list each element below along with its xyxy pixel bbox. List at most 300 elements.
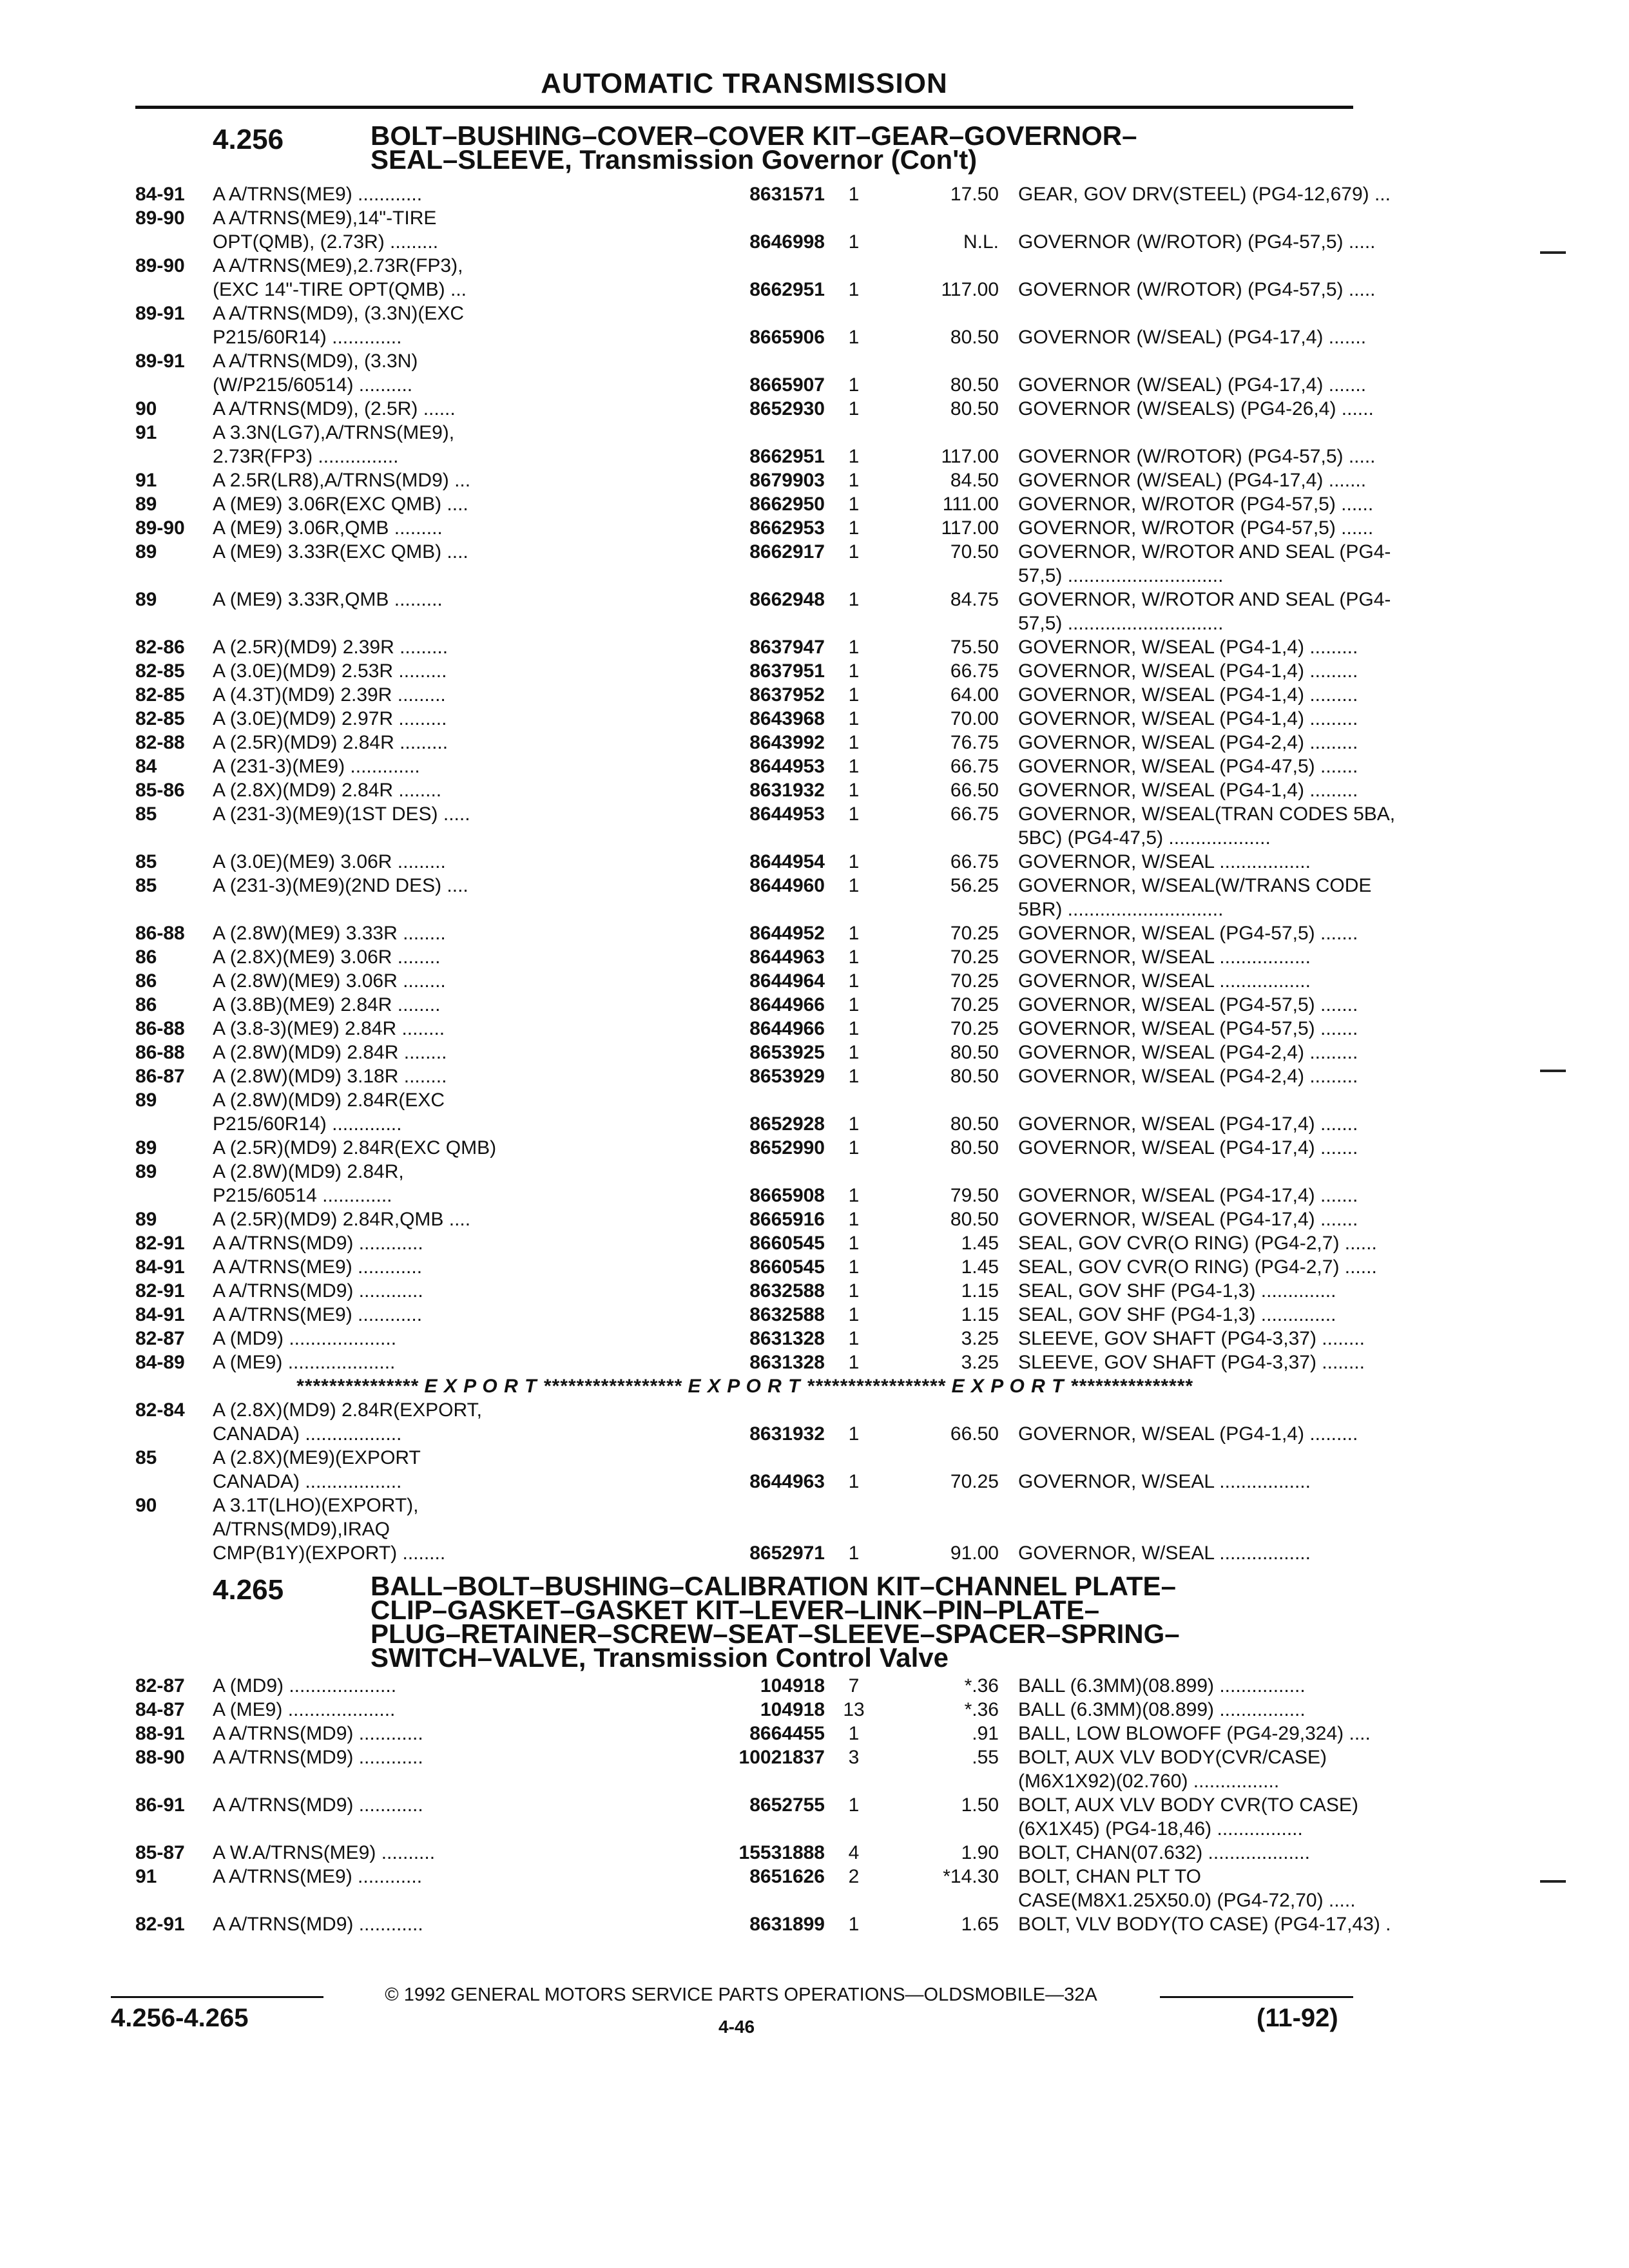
part-number: 8662948 <box>749 589 825 610</box>
price: *.36 <box>964 1699 999 1720</box>
price: 80.50 <box>950 1209 999 1230</box>
application: A 2.5R(LR8),A/TRNS(MD9) ... <box>213 470 471 491</box>
description: SEAL, GOV CVR(O RING) (PG4-2,7) ...... <box>1018 1233 1377 1254</box>
price: 76.75 <box>950 732 999 753</box>
description: SLEEVE, GOV SHAFT (PG4-3,37) ........ <box>1018 1352 1365 1373</box>
margin-tick-mark <box>1540 1070 1566 1072</box>
application: A A/TRNS(MD9), (3.3N)(EXC <box>213 303 465 324</box>
price: 66.75 <box>950 660 999 682</box>
model-years: 82-88 <box>135 732 185 753</box>
quantity: 1 <box>848 1423 860 1445</box>
part-number: 8662951 <box>749 279 825 300</box>
parts-row <box>135 540 1391 564</box>
part-number: 8652930 <box>749 398 825 419</box>
model-years: 82-91 <box>135 1233 185 1254</box>
part-number: 8662953 <box>749 517 825 539</box>
parts-row <box>135 182 1391 206</box>
parts-row <box>135 707 1360 731</box>
model-years: 85 <box>135 803 157 825</box>
description: GOVERNOR (W/SEAL) (PG4-17,4) ....... <box>1018 470 1367 491</box>
part-number: 8644963 <box>749 947 825 968</box>
price: 1.15 <box>961 1304 999 1325</box>
description: GOVERNOR, W/SEAL (PG4-17,4) ....... <box>1018 1113 1358 1135</box>
part-number: 8644953 <box>749 803 825 825</box>
parts-row <box>135 945 1360 969</box>
parts-row <box>135 1350 1365 1374</box>
description: 5BC) (PG4-47,5) ................... <box>1018 827 1271 849</box>
application: A (ME9) .................... <box>213 1352 396 1373</box>
price: 111.00 <box>942 494 999 515</box>
price: 75.50 <box>950 637 999 658</box>
price: 70.00 <box>950 708 999 729</box>
section-title <box>371 120 1434 175</box>
application: A A/TRNS(MD9) ............ <box>213 1280 423 1302</box>
model-years: 88-90 <box>135 1747 185 1768</box>
quantity: 1 <box>848 1185 860 1206</box>
section-number: 4.265 <box>213 1574 284 1606</box>
model-years: 85-86 <box>135 780 185 801</box>
part-number: 8646998 <box>749 231 825 253</box>
part-number: 8653925 <box>749 1042 825 1063</box>
model-years: 84-89 <box>135 1352 185 1373</box>
footer-copyright: © 1992 GENERAL MOTORS SERVICE PARTS OPERATIONS—OLDSMOBILE—32A <box>385 1984 1097 2005</box>
part-number: 8644963 <box>749 1471 825 1492</box>
quantity: 1 <box>848 1304 860 1325</box>
description: GOVERNOR, W/SEAL (PG4-1,4) ......... <box>1018 660 1358 682</box>
description: GOVERNOR, W/SEAL (PG4-1,4) ......... <box>1018 684 1358 706</box>
quantity: 1 <box>848 1113 860 1135</box>
description: GOVERNOR, W/SEAL (PG4-1,4) ......... <box>1018 780 1358 801</box>
model-years: 82-84 <box>135 1399 185 1421</box>
application: A (ME9) 3.33R(EXC QMB) .... <box>213 541 468 562</box>
section-title-line: BALL–BOLT–BUSHING–CALIBRATION KIT–CHANNEL PLATE– <box>371 1571 1176 1601</box>
part-number: 8652971 <box>749 1542 825 1564</box>
parts-row <box>135 1327 1365 1350</box>
description: GOVERNOR, W/SEAL (PG4-17,4) ....... <box>1018 1209 1358 1230</box>
description: CASE(M8X1.25X50.0) (PG4-72,70) ..... <box>1018 1890 1356 1911</box>
parts-row <box>135 850 1360 874</box>
parts-row <box>135 1841 1360 1865</box>
section-title-line: SWITCH–VALVE, Transmission Control Valve <box>371 1642 949 1673</box>
quantity: 1 <box>848 446 860 467</box>
parts-row <box>135 1422 1360 1446</box>
price: 3.25 <box>961 1352 999 1373</box>
application: A (2.8W)(MD9) 2.84R ........ <box>213 1042 447 1063</box>
description: GOVERNOR, W/SEAL ................. <box>1018 1542 1311 1564</box>
application: A A/TRNS(MD9) ............ <box>213 1914 423 1935</box>
application: A (ME9) .................... <box>213 1699 396 1720</box>
parts-row <box>135 492 1374 516</box>
quantity: 1 <box>848 947 860 968</box>
application: A A/TRNS(MD9) ............ <box>213 1723 423 1744</box>
quantity: 1 <box>848 1018 860 1039</box>
price: 1.65 <box>961 1914 999 1935</box>
parts-row <box>135 778 1360 802</box>
quantity: 1 <box>848 184 860 205</box>
parts-row <box>135 1136 1360 1160</box>
parts-row <box>135 1207 1360 1231</box>
part-number: 8643968 <box>749 708 825 729</box>
application: A (2.8X)(ME9)(EXPORT <box>213 1447 421 1468</box>
application: A (2.5R)(MD9) 2.84R,QMB .... <box>213 1209 471 1230</box>
description: GOVERNOR, W/SEAL ................. <box>1018 1471 1311 1492</box>
parts-row <box>135 1255 1377 1279</box>
application: P215/60R14) ............. <box>213 1113 402 1135</box>
price: 84.75 <box>950 589 999 610</box>
quantity: 1 <box>848 1066 860 1087</box>
part-number: 8652990 <box>749 1137 825 1158</box>
price: 1.90 <box>961 1842 999 1863</box>
application: A (2.8X)(ME9) 3.06R ........ <box>213 947 441 968</box>
parts-row <box>135 1494 1360 1517</box>
parts-list-control-valve <box>135 1674 1391 1936</box>
parts-row <box>135 1517 1360 1541</box>
quantity: 1 <box>848 1233 860 1254</box>
quantity: 1 <box>848 494 860 515</box>
description: BALL, LOW BLOWOFF (PG4-29,324) .... <box>1018 1723 1371 1744</box>
description: BOLT, AUX VLV BODY CVR(TO CASE) <box>1018 1794 1358 1816</box>
description: GOVERNOR, W/SEAL (PG4-1,4) ......... <box>1018 708 1358 729</box>
margin-tick-mark <box>1540 251 1566 254</box>
application: A (2.5R)(MD9) 2.84R ......... <box>213 732 448 753</box>
header-rule <box>135 106 1353 109</box>
model-years: 89-91 <box>135 351 185 372</box>
description: GOVERNOR (W/SEALS) (PG4-26,4) ...... <box>1018 398 1374 419</box>
application: A (2.8X)(MD9) 2.84R(EXPORT, <box>213 1399 482 1421</box>
footer-page-number: 4-46 <box>718 2017 755 2037</box>
description: SEAL, GOV SHF (PG4-1,3) .............. <box>1018 1280 1336 1302</box>
application: A A/TRNS(ME9) ............ <box>213 1304 423 1325</box>
part-number: 8665916 <box>749 1209 825 1230</box>
price: 66.75 <box>950 851 999 872</box>
price: .55 <box>972 1747 999 1768</box>
price: 66.75 <box>950 803 999 825</box>
parts-row <box>135 1674 1360 1698</box>
part-number: 8632588 <box>749 1304 825 1325</box>
application: A 3.1T(LHO)(EXPORT), <box>213 1495 419 1516</box>
price: 70.25 <box>950 994 999 1015</box>
parts-row <box>135 254 1360 278</box>
application: OPT(QMB), (2.73R) ......... <box>213 231 439 253</box>
parts-row <box>135 373 1367 397</box>
model-years: 82-85 <box>135 660 185 682</box>
section-number: 4.256 <box>213 124 284 155</box>
parts-row <box>135 874 1372 898</box>
description: (6X1X45) (PG4-18,46) ................ <box>1018 1818 1303 1840</box>
part-number: 8662950 <box>749 494 825 515</box>
section-title-line: CLIP–GASKET–GASKET KIT–LEVER–LINK–PIN–PLATE– <box>371 1595 1100 1625</box>
description: GOVERNOR, W/SEAL (PG4-2,4) ......... <box>1018 732 1358 753</box>
parts-row <box>135 397 1374 421</box>
parts-row <box>135 1722 1371 1745</box>
parts-row <box>135 611 1360 635</box>
parts-row <box>135 302 1360 325</box>
model-years: 82-87 <box>135 1328 185 1349</box>
parts-row <box>135 898 1360 921</box>
application: A A/TRNS(ME9),14"-TIRE <box>213 207 437 229</box>
application: A (ME9) 3.06R(EXC QMB) .... <box>213 494 468 515</box>
model-years: 89 <box>135 1137 157 1158</box>
part-number: 8643992 <box>749 732 825 753</box>
price: 1.15 <box>961 1280 999 1302</box>
part-number: 8665907 <box>749 374 825 396</box>
parts-row <box>135 1398 1360 1422</box>
price: 1.50 <box>961 1794 999 1816</box>
description: BALL (6.3MM)(08.899) ................ <box>1018 1675 1306 1696</box>
application: A A/TRNS(MD9) ............ <box>213 1747 423 1768</box>
part-number: 8631328 <box>749 1328 825 1349</box>
part-number: 8653929 <box>749 1066 825 1087</box>
part-number: 8644966 <box>749 1018 825 1039</box>
part-number: 8662917 <box>749 541 825 562</box>
quantity: 1 <box>848 1328 860 1349</box>
quantity: 1 <box>848 660 860 682</box>
description: GOVERNOR, W/SEAL ................. <box>1018 947 1311 968</box>
quantity: 1 <box>848 994 860 1015</box>
quantity: 3 <box>848 1747 860 1768</box>
model-years: 86-88 <box>135 923 185 944</box>
description: GEAR, GOV DRV(STEEL) (PG4-12,679) ... <box>1018 184 1391 205</box>
parts-row <box>135 802 1396 826</box>
quantity: 1 <box>848 756 860 777</box>
model-years: 85 <box>135 851 157 872</box>
model-years: 89-91 <box>135 303 185 324</box>
quantity: 1 <box>848 684 860 706</box>
parts-row <box>135 230 1376 254</box>
price: 66.50 <box>950 780 999 801</box>
parts-row <box>135 731 1360 754</box>
parts-row <box>135 1017 1360 1041</box>
quantity: 1 <box>848 279 860 300</box>
quantity: 4 <box>848 1842 860 1863</box>
part-number: 8660545 <box>749 1256 825 1278</box>
quantity: 1 <box>848 1471 860 1492</box>
model-years: 86-88 <box>135 1042 185 1063</box>
price: 64.00 <box>950 684 999 706</box>
part-number: 8651626 <box>749 1866 825 1887</box>
parts-row <box>135 1769 1360 1793</box>
model-years: 82-85 <box>135 684 185 706</box>
quantity: 1 <box>848 1209 860 1230</box>
part-number: 8637951 <box>749 660 825 682</box>
price: *14.30 <box>943 1866 999 1887</box>
section-title-line: SEAL–SLEEVE, Transmission Governor (Con't) <box>371 144 978 175</box>
application: A (3.8-3)(ME9) 2.84R ........ <box>213 1018 445 1039</box>
price: 80.50 <box>950 327 999 348</box>
description: GOVERNOR, W/ROTOR AND SEAL (PG4- <box>1018 589 1391 610</box>
model-years: 91 <box>135 470 157 491</box>
price: N.L. <box>963 231 999 253</box>
price: 70.25 <box>950 970 999 992</box>
parts-row <box>135 1041 1360 1064</box>
model-years: 89 <box>135 494 157 515</box>
application: (W/P215/60514) .......... <box>213 374 413 396</box>
quantity: 1 <box>848 1542 860 1564</box>
quantity: 1 <box>848 851 860 872</box>
price: 70.25 <box>950 1471 999 1492</box>
application: A (3.0E)(MD9) 2.53R ......... <box>213 660 447 682</box>
application: A (2.8W)(MD9) 3.18R ........ <box>213 1066 447 1087</box>
description: GOVERNOR, W/SEAL (PG4-57,5) ....... <box>1018 994 1358 1015</box>
quantity: 1 <box>848 780 860 801</box>
quantity: 1 <box>848 374 860 396</box>
application: A (3.0E)(MD9) 2.97R ......... <box>213 708 447 729</box>
part-number: 8644954 <box>749 851 825 872</box>
price: 3.25 <box>961 1328 999 1349</box>
description: BALL (6.3MM)(08.899) ................ <box>1018 1699 1306 1720</box>
parts-row <box>135 1231 1377 1255</box>
parts-row <box>135 754 1360 778</box>
application: A A/TRNS(MD9), (2.5R) ...... <box>213 398 456 419</box>
application: P215/60R14) ............. <box>213 327 402 348</box>
parts-row <box>135 1817 1360 1841</box>
parts-row <box>135 1541 1360 1565</box>
parts-list-export <box>135 1398 1360 1565</box>
description: GOVERNOR, W/ROTOR (PG4-57,5) ...... <box>1018 517 1374 539</box>
quantity: 1 <box>848 1256 860 1278</box>
application: A (2.8W)(ME9) 3.06R ........ <box>213 970 446 992</box>
model-years: 86 <box>135 947 157 968</box>
quantity: 1 <box>848 1352 860 1373</box>
description: GOVERNOR, W/ROTOR (PG4-57,5) ...... <box>1018 494 1374 515</box>
quantity: 1 <box>848 923 860 944</box>
part-number: 8631571 <box>749 184 825 205</box>
quantity: 1 <box>848 732 860 753</box>
application: CANADA) .................. <box>213 1423 402 1445</box>
application: A A/TRNS(ME9) ............ <box>213 184 423 205</box>
description: BOLT, CHAN PLT TO <box>1018 1866 1201 1887</box>
parts-row <box>135 468 1367 492</box>
part-number: 8665908 <box>749 1185 825 1206</box>
parts-row <box>135 564 1360 588</box>
parts-row <box>135 1279 1360 1303</box>
quantity: 1 <box>848 1137 860 1158</box>
quantity: 1 <box>848 803 860 825</box>
application: A A/TRNS(MD9) ............ <box>213 1794 423 1816</box>
application: A (3.0E)(ME9) 3.06R ......... <box>213 851 446 872</box>
description: BOLT, CHAN(07.632) ................... <box>1018 1842 1310 1863</box>
model-years: 89 <box>135 1090 157 1111</box>
part-number: 8631328 <box>749 1352 825 1373</box>
quantity: 2 <box>848 1866 860 1887</box>
description: GOVERNOR, W/SEAL (PG4-47,5) ....... <box>1018 756 1358 777</box>
description: GOVERNOR, W/SEAL(W/TRANS CODE <box>1018 875 1372 896</box>
parts-row <box>135 683 1360 707</box>
price: 70.50 <box>950 541 999 562</box>
application: A W.A/TRNS(ME9) .......... <box>213 1842 436 1863</box>
quantity: 1 <box>848 470 860 491</box>
description: BOLT, AUX VLV BODY(CVR/CASE) <box>1018 1747 1327 1768</box>
quantity: 1 <box>848 1280 860 1302</box>
quantity: 1 <box>848 1042 860 1063</box>
parts-row <box>135 826 1360 850</box>
parts-row <box>135 1793 1360 1817</box>
price: 84.50 <box>950 470 999 491</box>
application: A (MD9) .................... <box>213 1328 397 1349</box>
part-number: 8644966 <box>749 994 825 1015</box>
application: A (2.8W)(ME9) 3.33R ........ <box>213 923 446 944</box>
price: 80.50 <box>950 374 999 396</box>
parts-row <box>135 921 1360 945</box>
price: 66.50 <box>950 1423 999 1445</box>
quantity: 1 <box>848 327 860 348</box>
parts-row <box>135 516 1374 540</box>
application: A A/TRNS(MD9), (3.3N) <box>213 351 418 372</box>
part-number: 8665906 <box>749 327 825 348</box>
model-years: 86 <box>135 970 157 992</box>
price: 70.25 <box>950 1018 999 1039</box>
model-years: 86-91 <box>135 1794 185 1816</box>
quantity: 1 <box>848 398 860 419</box>
description: GOVERNOR, W/SEAL (PG4-57,5) ....... <box>1018 923 1358 944</box>
price: 80.50 <box>950 1042 999 1063</box>
application: A/TRNS(MD9),IRAQ <box>213 1519 390 1540</box>
description: GOVERNOR, W/SEAL (PG4-17,4) ....... <box>1018 1137 1358 1158</box>
application: A (2.8X)(MD9) 2.84R ........ <box>213 780 442 801</box>
model-years: 90 <box>135 398 157 419</box>
section-title <box>371 1571 1434 1673</box>
parts-row <box>135 325 1367 349</box>
part-number: 104918 <box>760 1675 825 1696</box>
part-number: 8679903 <box>749 470 825 491</box>
parts-row <box>135 1470 1360 1494</box>
quantity: 1 <box>848 589 860 610</box>
quantity: 1 <box>848 970 860 992</box>
price: 66.75 <box>950 756 999 777</box>
model-years: 82-85 <box>135 708 185 729</box>
price: .91 <box>972 1723 999 1744</box>
application: A A/TRNS(MD9) ............ <box>213 1233 423 1254</box>
parts-row <box>135 1912 1391 1936</box>
parts-row <box>135 278 1376 302</box>
application: CANADA) .................. <box>213 1471 402 1492</box>
parts-row <box>135 1184 1360 1207</box>
quantity: 1 <box>848 637 860 658</box>
application: A A/TRNS(ME9),2.73R(FP3), <box>213 255 463 276</box>
model-years: 88-91 <box>135 1723 185 1744</box>
description: SEAL, GOV SHF (PG4-1,3) .............. <box>1018 1304 1336 1325</box>
description: GOVERNOR, W/SEAL ................. <box>1018 851 1311 872</box>
model-years: 84-87 <box>135 1699 185 1720</box>
application: A A/TRNS(ME9) ............ <box>213 1256 423 1278</box>
quantity: 1 <box>848 1723 860 1744</box>
model-years: 91 <box>135 1866 157 1887</box>
quantity: 1 <box>848 708 860 729</box>
price: 1.45 <box>961 1233 999 1254</box>
description: SLEEVE, GOV SHAFT (PG4-3,37) ........ <box>1018 1328 1365 1349</box>
part-number: 8664455 <box>749 1723 825 1744</box>
parts-row <box>135 1088 1360 1112</box>
model-years: 84-91 <box>135 184 185 205</box>
parts-row <box>135 969 1360 993</box>
model-years: 82-86 <box>135 637 185 658</box>
description: GOVERNOR, W/ROTOR AND SEAL (PG4- <box>1018 541 1391 562</box>
application: A (4.3T)(MD9) 2.39R ......... <box>213 684 446 706</box>
parts-row <box>135 1888 1360 1912</box>
parts-row <box>135 1303 1360 1327</box>
application: A (3.8B)(ME9) 2.84R ........ <box>213 994 441 1015</box>
parts-row <box>135 1865 1360 1888</box>
quantity: 1 <box>848 517 860 539</box>
model-years: 86 <box>135 994 157 1015</box>
quantity: 13 <box>843 1699 865 1720</box>
model-years: 85-87 <box>135 1842 185 1863</box>
price: 80.50 <box>950 398 999 419</box>
model-years: 89-90 <box>135 255 185 276</box>
price: 117.00 <box>941 517 999 539</box>
part-number: 8644952 <box>749 923 825 944</box>
description: GOVERNOR, W/SEAL (PG4-2,4) ......... <box>1018 1066 1358 1087</box>
